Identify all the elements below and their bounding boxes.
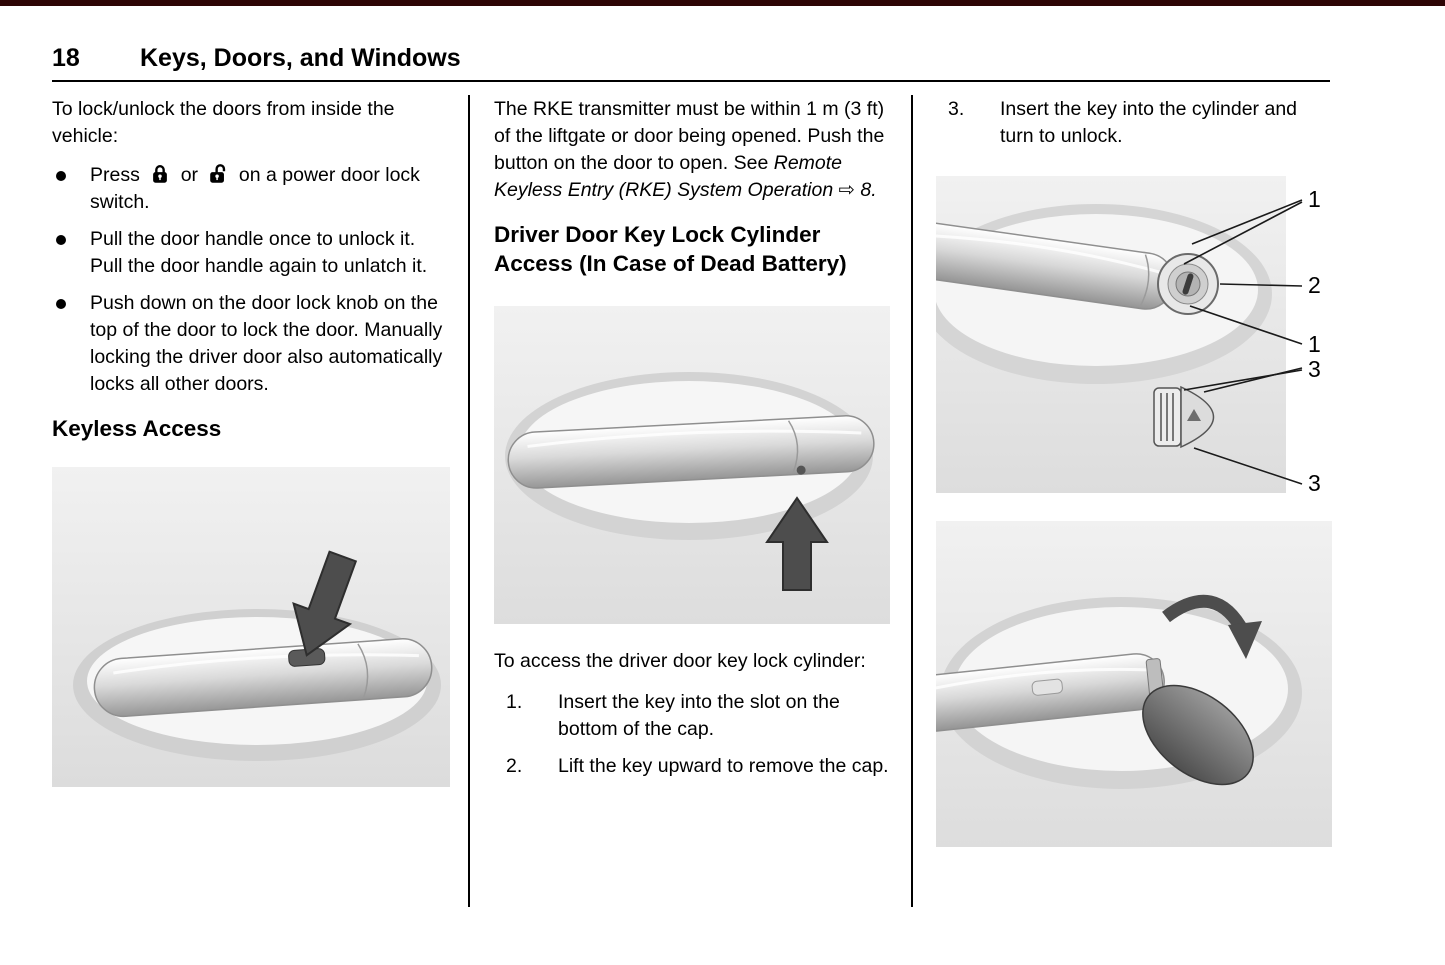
rke-reference-title: Remote Keyless Entry (RKE) System Operation [494, 152, 843, 201]
door-handle-cap-illustration [494, 306, 890, 624]
callout-1a: 1 [1308, 186, 1321, 212]
callout-1b: 1 [1308, 331, 1321, 357]
keyless-access-illustration [52, 467, 450, 787]
bullet-text: Pull the door handle once to unlock it. Pull the door handle again to unlatch it. [90, 228, 428, 277]
rke-paragraph-text: The RKE transmitter must be within 1 m (3 ft) of the liftgate or door being opened. Push the button on the door to open. See [494, 98, 885, 174]
bullet-marker [52, 290, 90, 398]
numbered-steps [494, 689, 892, 780]
step-number: 1. [506, 691, 523, 713]
handle-button [1032, 679, 1063, 696]
step-item-3 [936, 96, 1332, 150]
step-number: 2. [506, 755, 523, 777]
rke-paragraph [494, 96, 892, 204]
bullet-text: Push down on the door lock knob on the top of the door to lock the door. Manually locking the driver door also automatically locks all other doors. [90, 292, 443, 395]
top-edge-bar [0, 0, 1445, 6]
bullet1-pre: Press [90, 164, 140, 186]
callout-3b: 3 [1308, 470, 1321, 493]
figure-keyless-access [52, 467, 450, 787]
lock-cylinder [1158, 254, 1218, 314]
bullet-list [52, 162, 450, 398]
bullet-marker [52, 226, 90, 280]
page-header [52, 44, 1330, 73]
key-lock-cylinder-heading: Driver Door Key Lock Cylinder Access (In Case of Dead Battery) [494, 222, 847, 276]
column-divider-2 [911, 95, 913, 907]
bullet-marker [52, 162, 90, 216]
bullet-text [90, 162, 450, 216]
figure-key-lock-cylinder-access [494, 306, 892, 624]
cap-removal-illustration [936, 521, 1332, 847]
bullet1-mid: or [180, 164, 199, 186]
column-2 [494, 96, 892, 790]
column-1 [52, 96, 450, 787]
rke-reference-page: ⇨ 8. [838, 179, 877, 201]
lock-icon [149, 163, 171, 185]
keyless-access-heading: Keyless Access [52, 416, 222, 441]
page-title: Keys, Doors, and Windows [140, 44, 461, 72]
header-rule [52, 80, 1330, 82]
callout-3a: 3 [1308, 356, 1321, 382]
page-number: 18 [52, 44, 80, 72]
figure-cylinder-callouts [936, 176, 1332, 493]
figure-cap-removal [936, 521, 1332, 847]
cylinder-callout-illustration [936, 176, 1332, 493]
bullet-item-door-handle [52, 226, 450, 280]
step-text: Lift the key upward to remove the cap. [558, 755, 889, 777]
callout-2: 2 [1308, 272, 1321, 298]
step-item-1 [494, 689, 892, 743]
step-text: Insert the key into the cylinder and turn to unlock. [1000, 98, 1298, 147]
bullet-item-power-lock [52, 162, 450, 216]
step-number: 3. [948, 98, 965, 120]
bullet1-post: on a power door lock switch. [90, 164, 420, 213]
column-divider-1 [468, 95, 470, 907]
column-3 [936, 96, 1332, 847]
intro-paragraph: To lock/unlock the doors from inside the vehicle: [52, 98, 395, 147]
bullet-item-lock-knob [52, 290, 450, 398]
unlock-icon [207, 163, 229, 185]
step-item-2 [494, 753, 892, 780]
step-text: Insert the key into the slot on the bottom of the cap. [558, 691, 840, 740]
access-paragraph: To access the driver door key lock cylinder: [494, 650, 866, 672]
